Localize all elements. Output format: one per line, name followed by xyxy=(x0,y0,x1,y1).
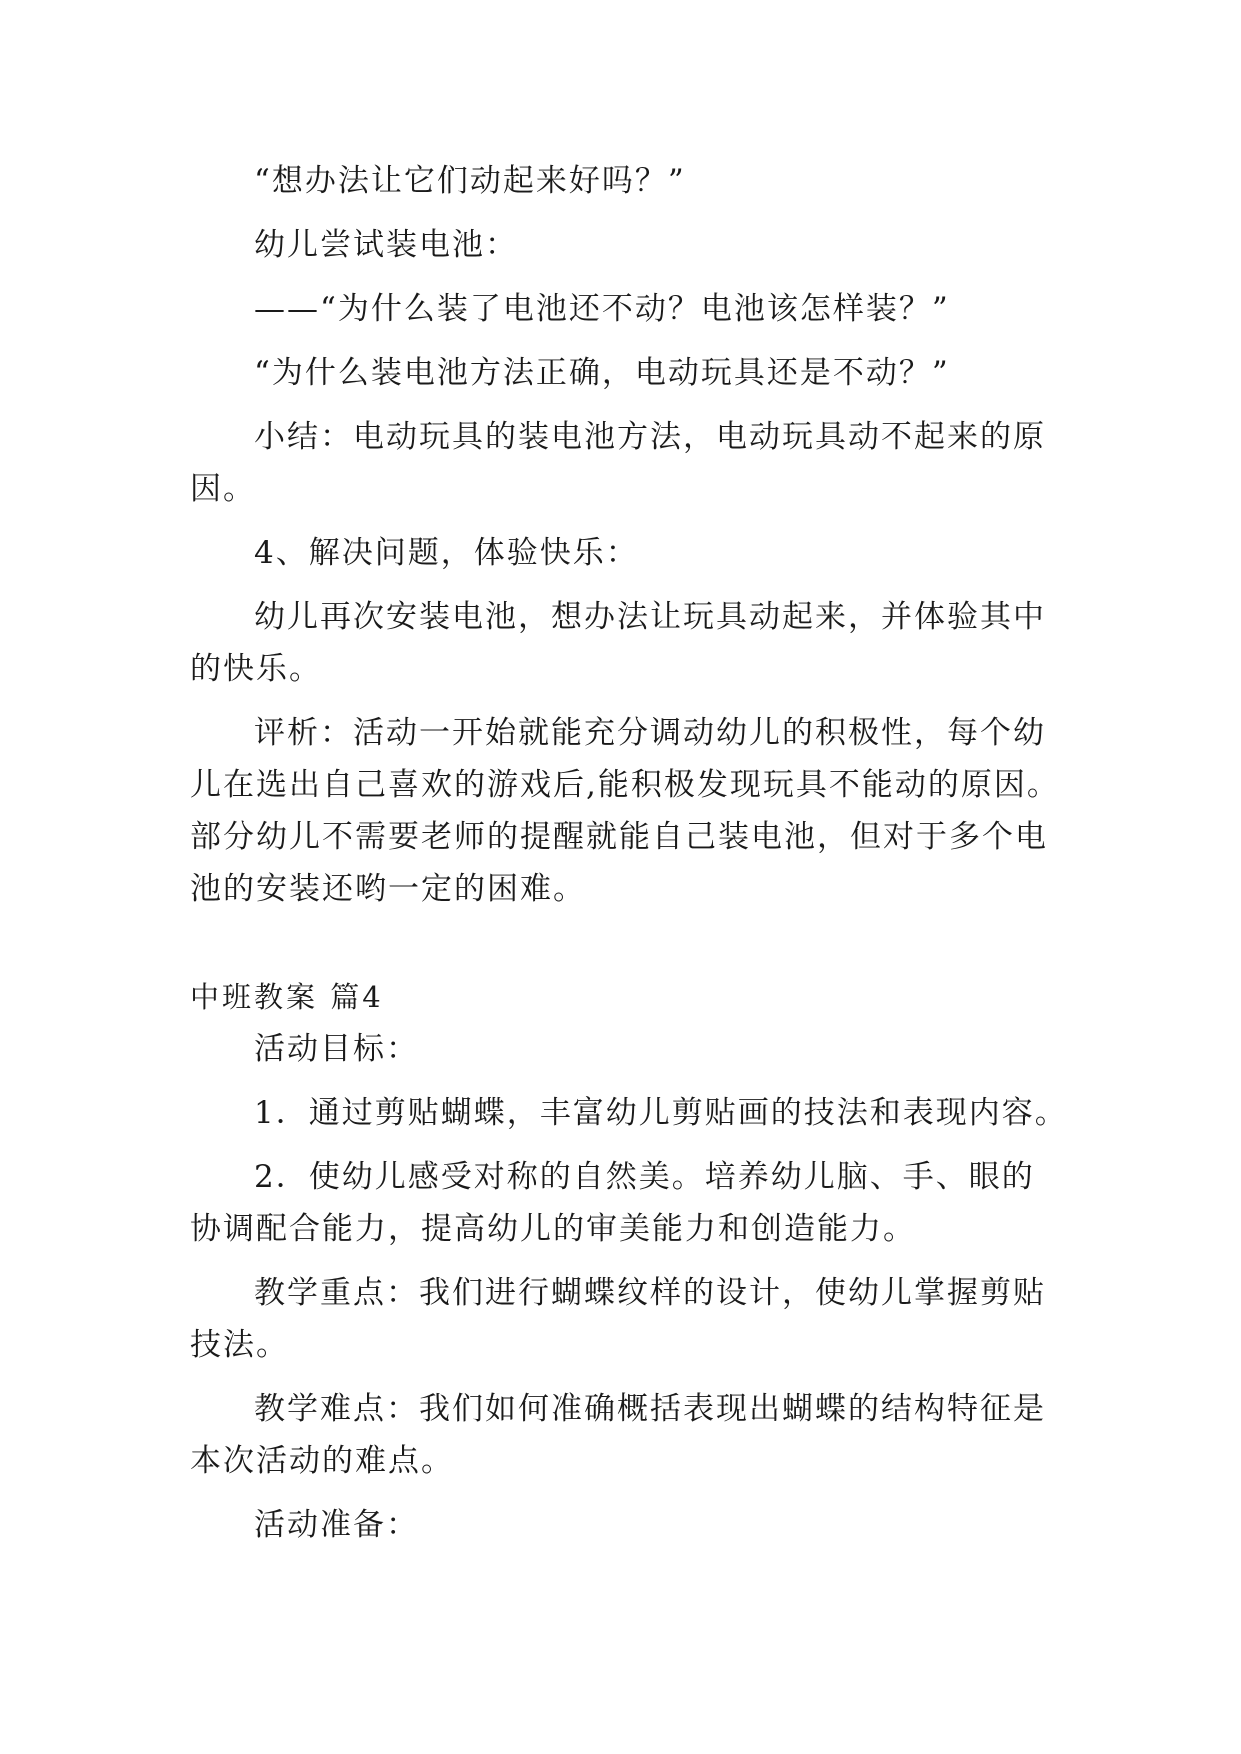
paragraph-line: 因。 xyxy=(190,471,256,507)
paragraph-line: 协调配合能力，提高幼儿的审美能力和创造能力。 xyxy=(190,1211,916,1247)
paragraph-line: 幼儿再次安装电池，想办法让玩具动起来，并体验其中 xyxy=(254,599,1046,635)
paragraph-line: 部分幼儿不需要老师的提醒就能自己装电池，但对于多个电 xyxy=(190,819,1048,855)
paragraph-line: 幼儿尝试装电池： xyxy=(254,227,518,263)
paragraph-line: 评析：活动一开始就能充分调动幼儿的积极性，每个幼 xyxy=(254,715,1046,751)
paragraph-line: 活动目标： xyxy=(254,1031,419,1067)
paragraph-line: 4、解决问题，体验快乐： xyxy=(254,535,639,571)
paragraph-line: 教学重点：我们进行蝴蝶纹样的设计，使幼儿掌握剪贴 xyxy=(254,1275,1046,1311)
paragraph-line: “为什么装电池方法正确，电动玩具还是不动？” xyxy=(254,355,950,391)
paragraph-line: ——“为什么装了电池还不动？电池该怎样装？” xyxy=(254,291,950,327)
paragraph-line: 本次活动的难点。 xyxy=(190,1443,454,1479)
paragraph-line: 的快乐。 xyxy=(190,651,322,687)
section-heading: 中班教案 篇4 xyxy=(190,980,384,1014)
paragraph-line: 儿在选出自己喜欢的游戏后,能积极发现玩具不能动的原因。 xyxy=(190,767,1060,803)
paragraph-line: 池的安装还哟一定的困难。 xyxy=(190,871,586,907)
paragraph-line: 1．通过剪贴蝴蝶，丰富幼儿剪贴画的技法和表现内容。 xyxy=(254,1095,1068,1131)
paragraph-line: 2．使幼儿感受对称的自然美。培养幼儿脑、手、眼的 xyxy=(254,1159,1035,1195)
paragraph-line: 活动准备： xyxy=(254,1507,419,1543)
paragraph-line: 教学难点：我们如何准确概括表现出蝴蝶的结构特征是 xyxy=(254,1391,1046,1427)
paragraph-line: “想办法让它们动起来好吗？” xyxy=(254,163,686,199)
document-body xyxy=(190,155,1068,1551)
paragraph-line: 技法。 xyxy=(190,1327,289,1363)
paragraph-line: 小结：电动玩具的装电池方法，电动玩具动不起来的原 xyxy=(254,419,1046,455)
